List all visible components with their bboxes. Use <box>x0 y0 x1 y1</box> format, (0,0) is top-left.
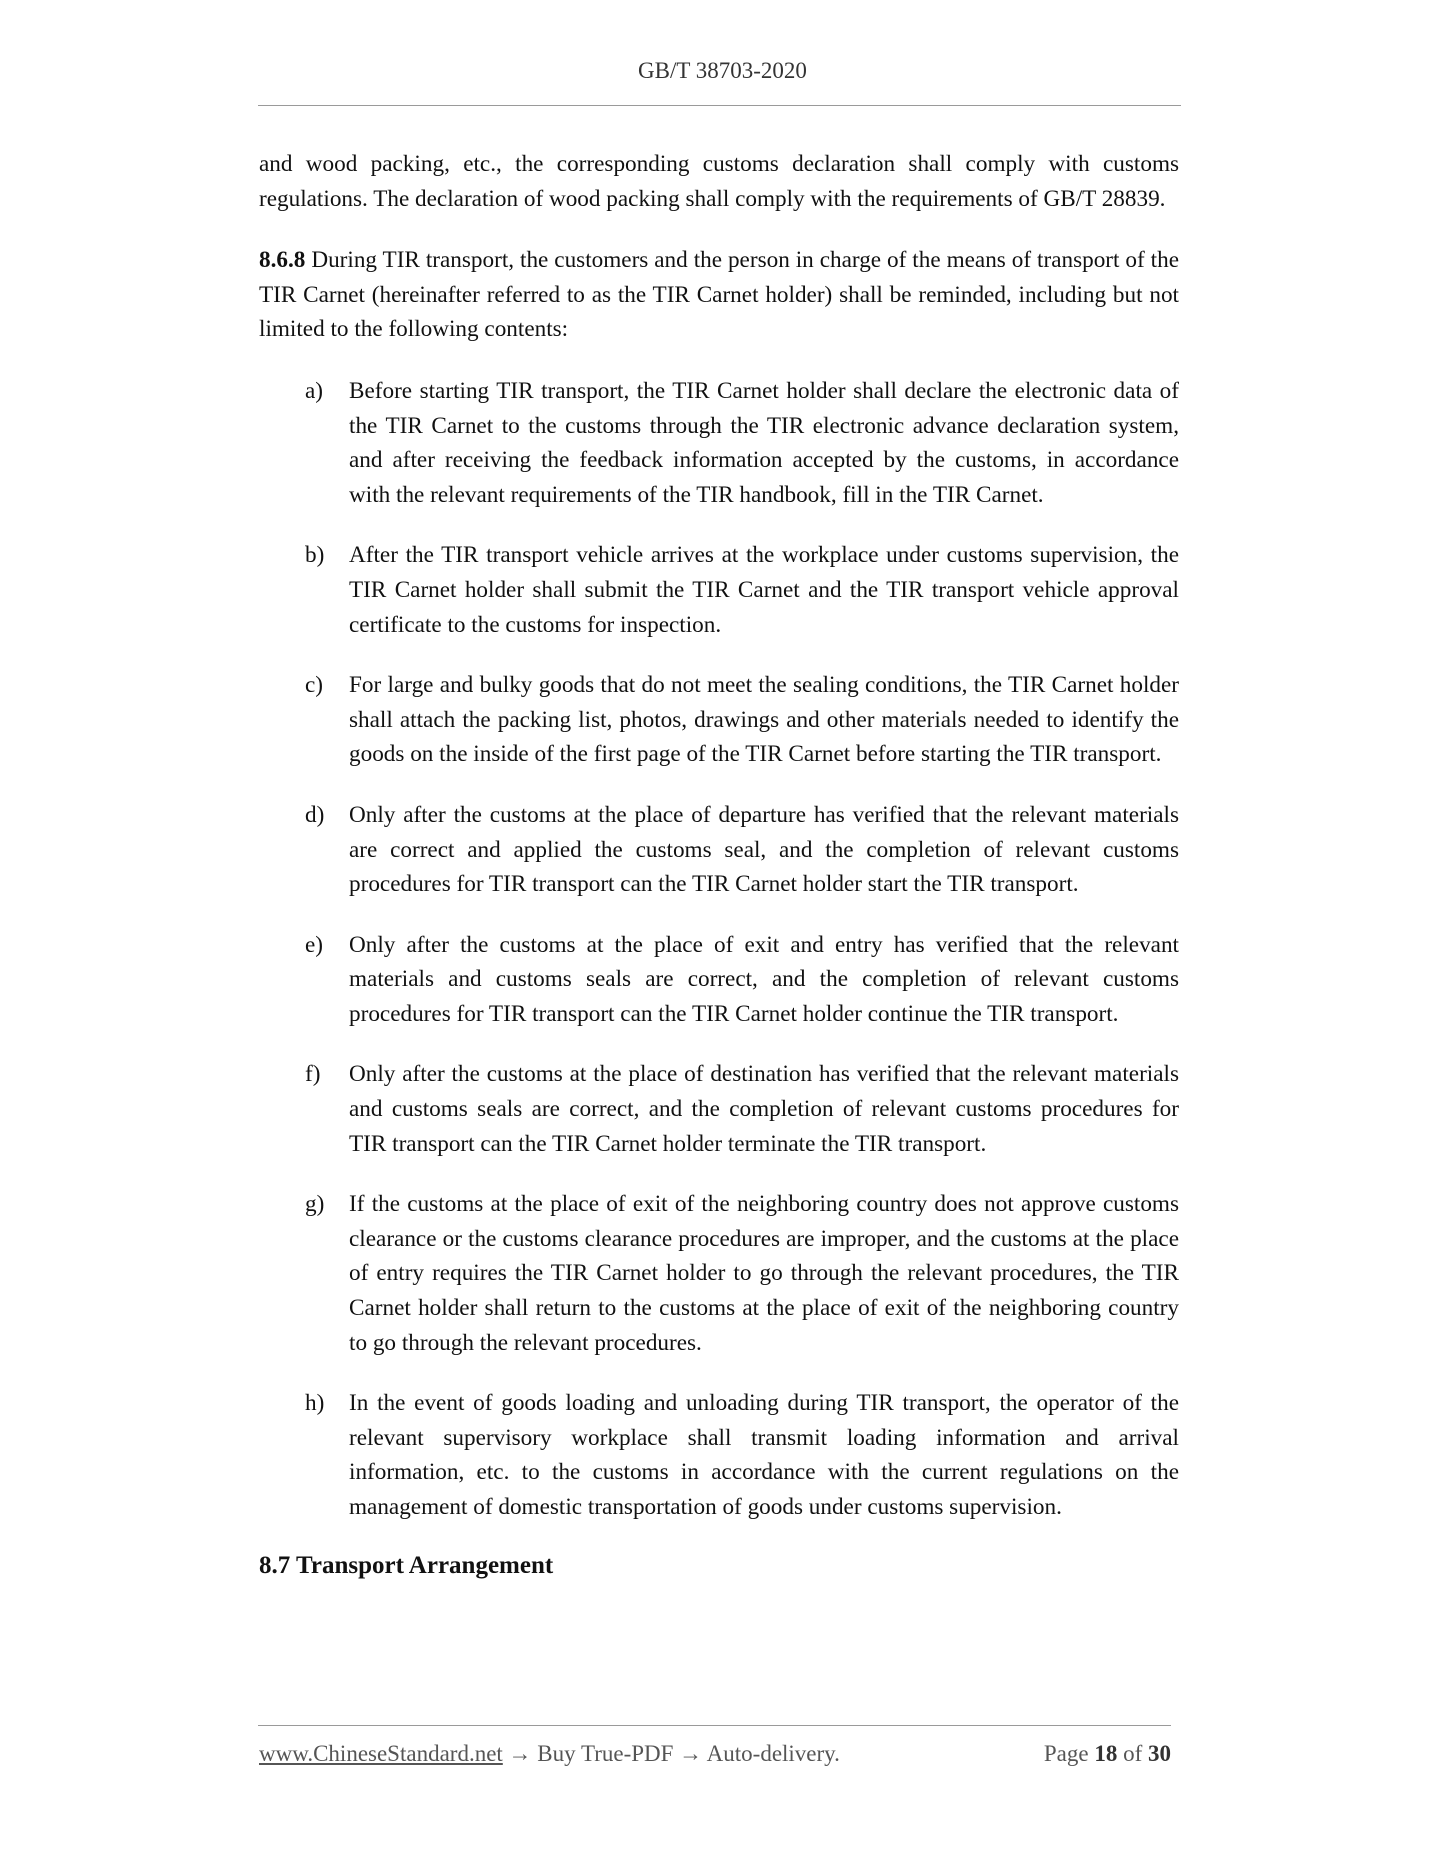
list-item-text: In the event of goods loading and unloading during TIR transport, the operator of the relevant supervisory workplace shall transmit loading information and arrival information, etc. to the customs in accordance with the current regulations on the management of domestic transportation of goods under customs supervision. <box>349 1390 1179 1520</box>
header-divider <box>258 105 1181 106</box>
website-link[interactable]: www.ChineseStandard.net <box>259 1741 503 1766</box>
page-header: GB/T 38703-2020 <box>638 58 807 83</box>
list-item-text: After the TIR transport vehicle arrives at the workplace under customs supervision, the TIR Carnet holder shall submit the TIR Carnet and the TIR transport vehicle approval certificate to the customs for inspection. <box>349 542 1179 638</box>
list-marker: g) <box>305 1191 325 1218</box>
page-label: Page <box>1043 1741 1089 1766</box>
list-item-text: Only after the customs at the place of destination has verified that the relevant materials and customs seals are correct, and the completion of relevant customs procedures for TIR transport can the TIR Carnet holder terminate the TIR transport. <box>349 1061 1179 1157</box>
document-body <box>259 147 1179 1583</box>
continuation-paragraph: and wood packing, etc., the corresponding customs declaration shall comply with customs regulations. The declaration of wood packing shall comply with the requirements of GB/T 28839. <box>259 151 1179 212</box>
list-marker: h) <box>305 1390 325 1417</box>
list-item <box>259 798 1179 902</box>
total-pages: 30 <box>1148 1741 1171 1766</box>
list-item-text: If the customs at the place of exit of the neighboring country does not approve customs clearance or the customs clearance procedures are improper, and the customs at the place of entry requires the TIR Carnet holder to go through the relevant procedures, the TIR Carnet holder shall return to the customs at the place of exit of the neighboring country to go through the relevant procedures. <box>349 1191 1179 1356</box>
clause-paragraph <box>259 243 1179 347</box>
list-item-text: For large and bulky goods that do not meet the sealing conditions, the TIR Carnet holder shall attach the packing list, photos, drawings and other materials needed to identify the goods on the inside of the first page of the TIR Carnet before starting the TIR transport. <box>349 672 1179 768</box>
list-marker: f) <box>305 1061 321 1088</box>
list-marker: d) <box>305 801 325 828</box>
list-item <box>259 538 1179 642</box>
list-item <box>259 668 1179 772</box>
list-marker: e) <box>305 931 324 958</box>
list-item <box>259 928 1179 1032</box>
footer-tagline: → Buy True-PDF → Auto-delivery. <box>502 1741 840 1766</box>
list-marker: a) <box>305 377 324 404</box>
current-page: 18 <box>1094 1741 1118 1766</box>
list-item <box>259 374 1179 512</box>
list-marker: c) <box>305 672 324 699</box>
footer-promo <box>259 1741 840 1767</box>
section-heading: 8.7 Transport Arrangement <box>259 1551 554 1579</box>
list-item-text: Before starting TIR transport, the TIR Carnet holder shall declare the electronic data of the TIR Carnet to the customs through the TIR electronic advance declaration system, and after receiving the feedback information accepted by the customs, in accordance with the relevant requirements of the TIR handbook, fill in the TIR Carnet. <box>349 377 1179 508</box>
page-of: of <box>1123 1741 1143 1766</box>
list-marker: b) <box>305 542 325 569</box>
list-item <box>259 1187 1179 1360</box>
clause-number: 8.6.8 <box>259 247 306 274</box>
list-item-text: Only after the customs at the place of exit and entry has verified that the relevant materials and customs seals are correct, and the completion of relevant customs procedures for TIR transport can the TIR Carnet holder continue the TIR transport. <box>349 931 1179 1027</box>
list-item-text: Only after the customs at the place of departure has verified that the relevant materials are correct and applied the customs seal, and the completion of relevant customs procedures for TIR transport can the TIR Carnet holder start the TIR transport. <box>349 801 1179 898</box>
list-item <box>259 1386 1179 1524</box>
clause-text: During TIR transport, the customers and the person in charge of the means of transport of the TIR Carnet (hereinafter referred to as the TIR Carnet holder) shall be reminded, including but not limited to the following contents: <box>259 247 1179 343</box>
footer-divider <box>258 1725 1171 1726</box>
page-footer <box>259 1741 1171 1767</box>
page-number <box>1044 1741 1171 1767</box>
list-item <box>259 1057 1179 1161</box>
requirements-list <box>259 374 1179 1525</box>
